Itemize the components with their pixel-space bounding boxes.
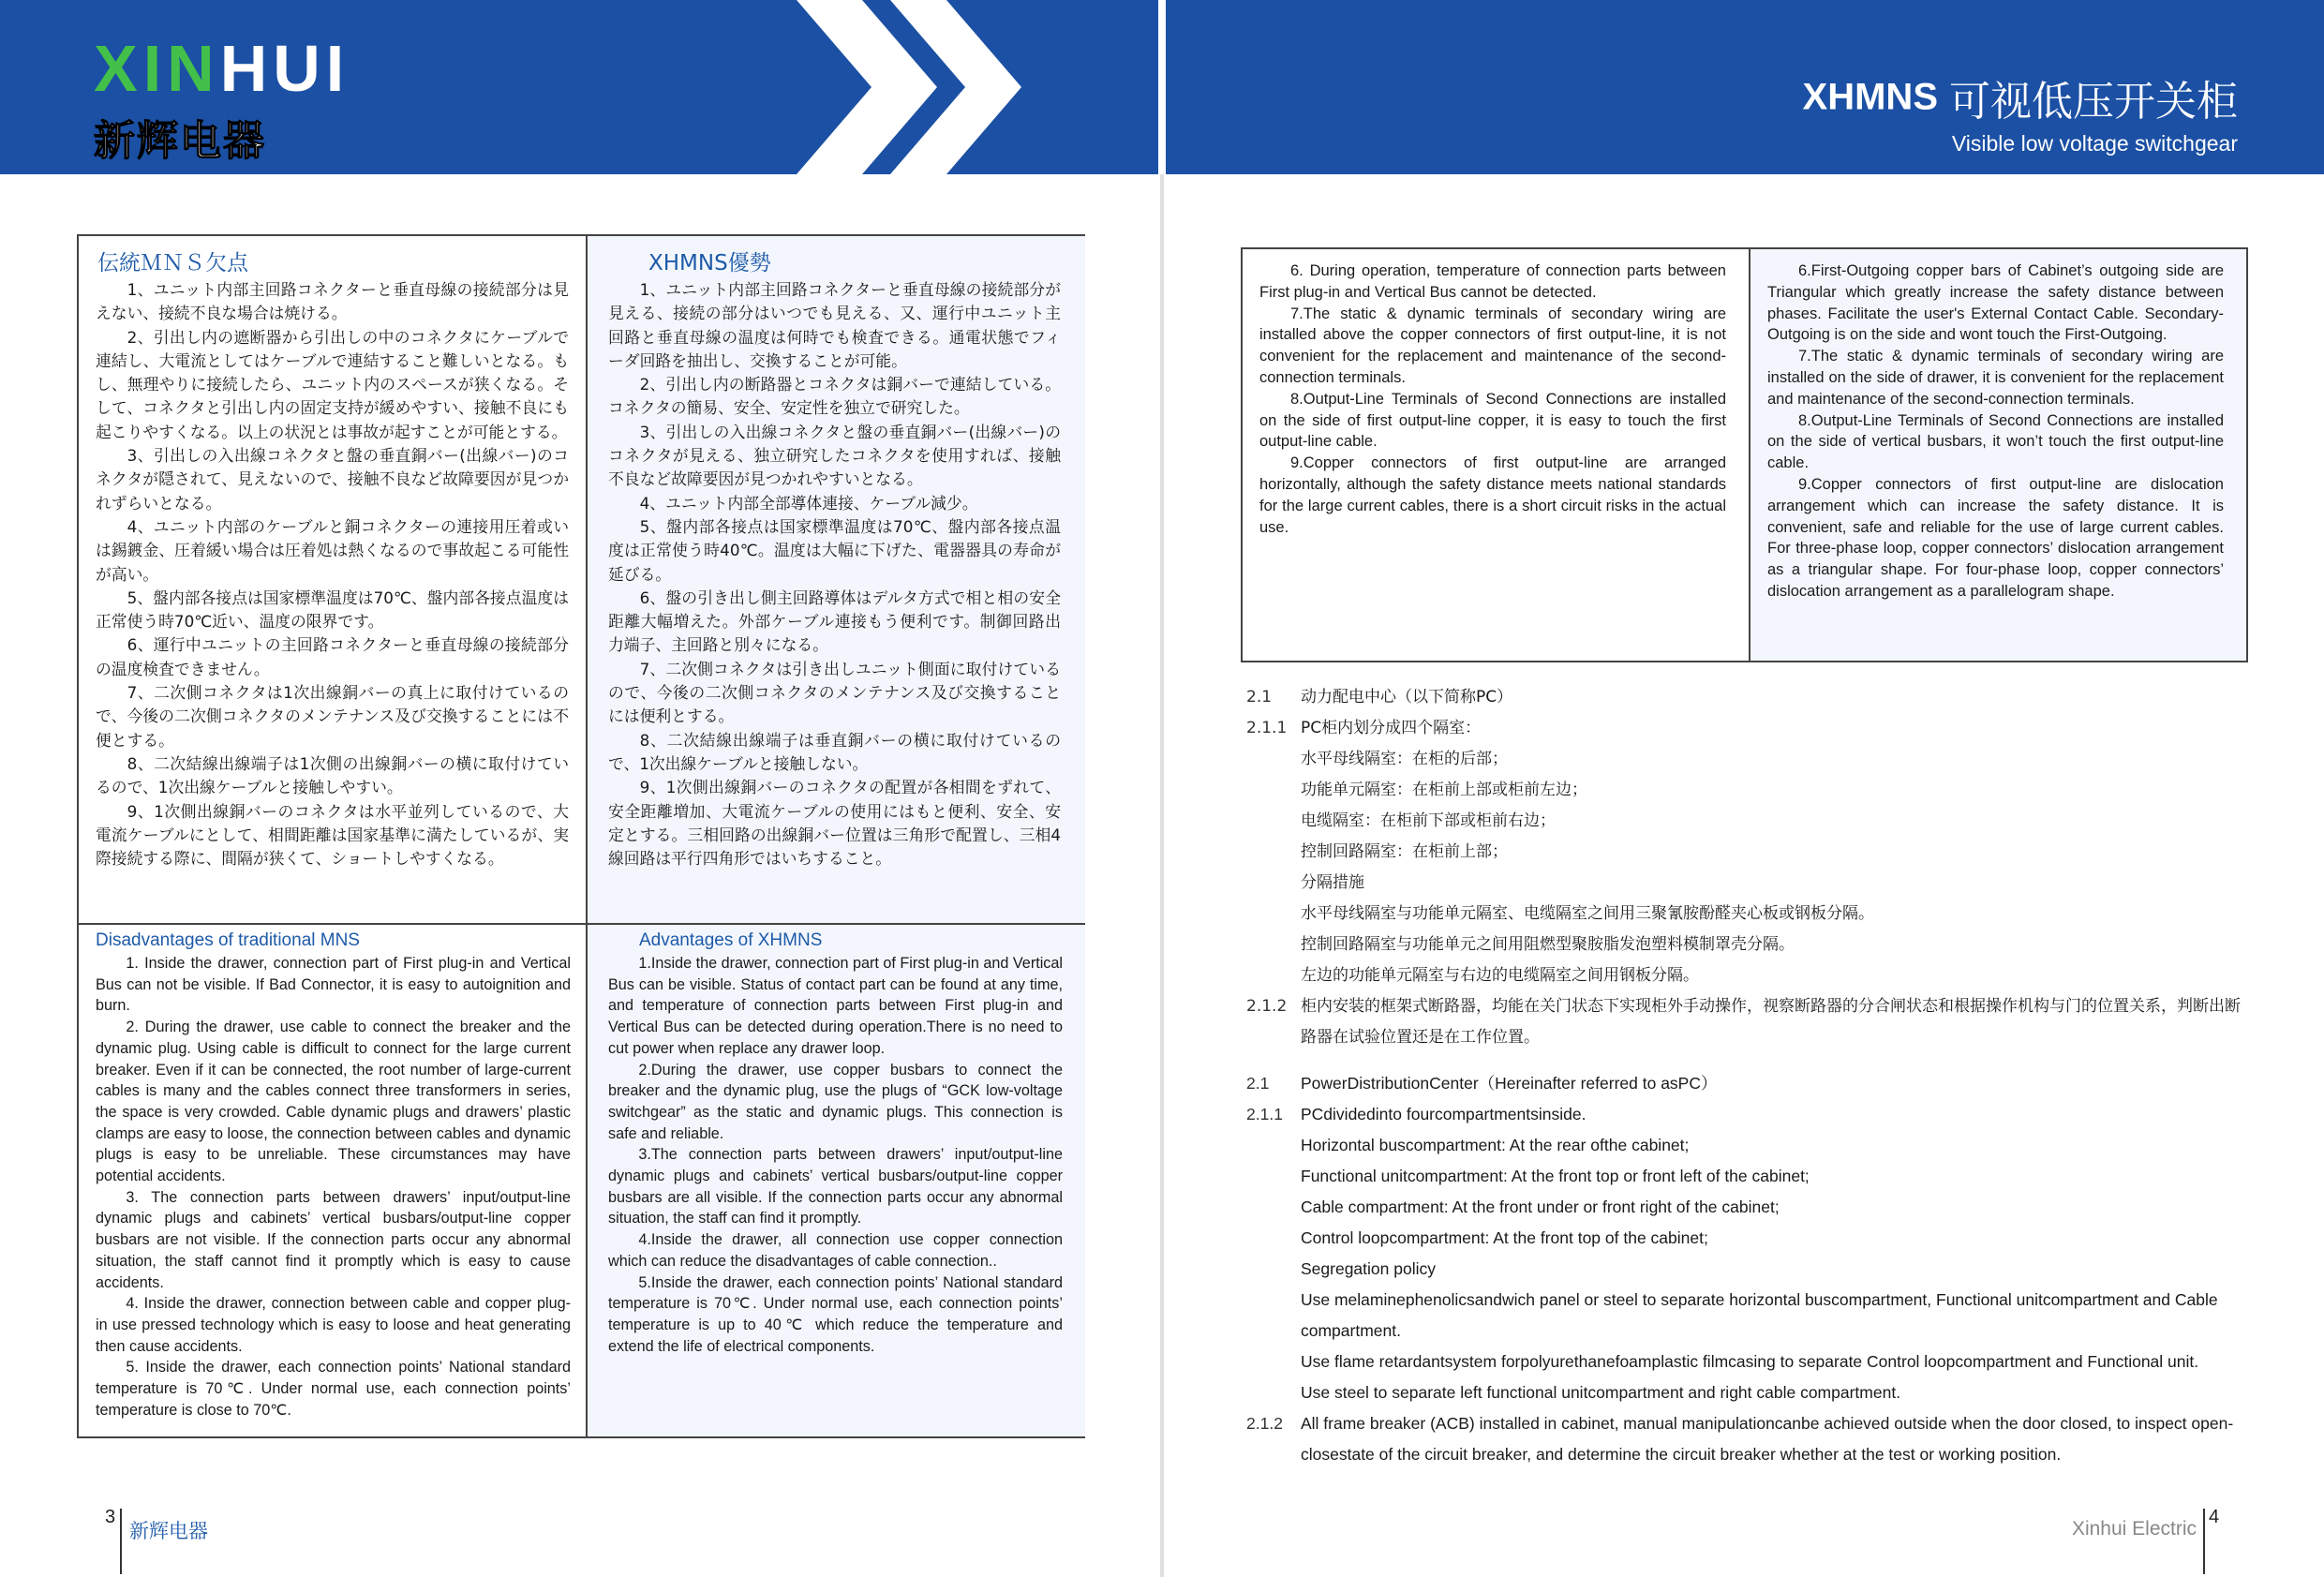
outline-text: PC柜内划分成四个隔室：: [1301, 719, 1482, 737]
outline-row: [1246, 868, 2249, 899]
ja-disadvantages-cell: [79, 236, 588, 925]
outline-number: [1246, 1130, 1301, 1161]
en-advantage-item: 5.Inside the drawer, each connection points’ National standard temperature is 70℃. Under normal use, each connection points’ temperature is up to 40℃ which reduce the temperature and extend the life of electrical components.: [608, 1273, 1063, 1355]
footer-divider-left: [120, 1509, 122, 1574]
outline-text: 动力配电中心（以下简称PC）: [1301, 688, 1513, 707]
outline-row: [1246, 899, 2249, 930]
outline-text: Control loopcompartment: At the front top of the cabinet;: [1301, 1228, 1708, 1247]
outline-text: Cable compartment: At the front under or front right of the cabinet;: [1301, 1198, 1780, 1216]
continued-advantage-item: 8.Output-Line Terminals of Second Connections are installed on the side of vertical busbars, it won’t touch the first output-line cable.: [1767, 411, 2224, 472]
ja-advantages-cell: [588, 236, 1085, 925]
page-spine: [1160, 174, 1164, 1577]
continued-disadvantages-list: [1243, 249, 1749, 538]
outline-number: [1246, 1346, 1301, 1377]
outline-number: [1246, 899, 1301, 930]
en-disadvantage-item: 4. Inside the drawer, connection between cable and copper plug-in use pressed technology which is easy to loose and heat generating then cause accidents.: [96, 1295, 571, 1355]
ja-disadvantage-item: 1、ユニット内部主回路コネクターと垂直母線の接続部分は見えない、接続不良な場合は焼ける。: [96, 280, 569, 323]
ja-advantage-item: 2、引出し内の断路器とコネクタは銅バーで連結している。コネクタの簡易、安全、安定性を独立で研究した。: [608, 375, 1061, 418]
product-title-en: Visible low voltage switchgear: [1951, 131, 2238, 156]
outline-row: [1246, 806, 2249, 837]
outline-row: [1246, 1408, 2249, 1470]
ja-disadvantage-item: 8、二次結線出線端子は1次側の出線銅バーの横に取付けているので、1次出線ケーブルと接触しやすい。: [96, 753, 569, 797]
outline-text: Use melaminephenolicsandwich panel or steel to separate horizontal buscompartment, Functional unitcompartment and Cable compartment.: [1301, 1290, 2218, 1340]
outline-number: 2.1: [1246, 688, 1273, 707]
outline-row: [1246, 1285, 2249, 1346]
ja-disadvantages-title: 伝統ＭＮＳ欠点: [97, 251, 248, 275]
outline-row: [1246, 1068, 2249, 1099]
en-disadvantage-item: 1. Inside the drawer, connection part of First plug-in and Vertical Bus can not be visible. If Bad Connector, it is easy to autoignition and burn.: [96, 955, 571, 1015]
product-brand: XHMNS: [1802, 76, 1938, 118]
outline-row: [1246, 991, 2249, 1053]
outline-number: [1246, 1161, 1301, 1192]
continued-advantages-cell: [1750, 249, 2246, 661]
ja-disadvantage-item: 4、ユニット内部のケーブルと銅コネクターの連接用圧着或いは錫鍍金、圧着緩い場合は圧着処は熱くなるので事故起こる可能性が高い。: [96, 516, 569, 584]
ja-advantage-item: 5、盤内部各接点は国家標準温度は70℃、盤内部各接点温度は正常使う時40℃。温度は大幅に下げた、電器器具の寿命が延びる。: [608, 516, 1061, 584]
outline-row: [1246, 960, 2249, 991]
en-advantage-item: 3.The connection parts between drawers’ input/output-line dynamic plugs and cabinets’ vertical busbars/output-line copper busbars are all visible. If the connection parts occur any abnormal situation, the staff can find it promptly.: [608, 1146, 1063, 1227]
outline-number: [1246, 1285, 1301, 1346]
ja-advantage-item: 7、二次側コネクタは引き出しユニット側面に取付けているので、今後の二次側コネクタのメンテナンス及び交換することには便利とする。: [608, 659, 1061, 726]
outline-row: [1246, 1192, 2249, 1223]
en-disadvantage-item: 5. Inside the drawer, each connection points’ National standard temperature is 70℃. Under normal use, each connection points’ temperature is close to 70℃.: [96, 1359, 571, 1419]
outline-number: [1246, 744, 1301, 775]
continued-disadvantage-item: 8.Output-Line Terminals of Second Connections are installed on the side of first output-line copper, it is easy to touch the first output-line cable.: [1259, 390, 1726, 451]
outline-number: [1246, 960, 1301, 991]
outline-number: 2.1.2: [1246, 997, 1288, 1016]
outline-number: [1246, 1377, 1301, 1408]
continued-disadvantage-item: 7.The static & dynamic terminals of secondary wiring are installed above the copper connectors of first output-line, it is not convenient for the replacement and maintenance of the second-connection terminals.: [1259, 305, 1726, 386]
outline-row: [1246, 930, 2249, 960]
outline-row: [1246, 1161, 2249, 1192]
footer-company-en: Xinhui Electric: [2071, 1518, 2197, 1540]
continued-disadvantages-cell: [1243, 249, 1750, 661]
en-disadvantages-list: [79, 953, 586, 1421]
outline-text: 控制回路隔室：在柜前上部；: [1301, 842, 1508, 861]
outline-text: Horizontal buscompartment: At the rear ofthe cabinet;: [1301, 1136, 1690, 1154]
outline-text: 电缆隔室：在柜前下部或柜前右边；: [1301, 811, 1556, 830]
outline-text: Use steel to separate left functional unitcompartment and right cable compartment.: [1301, 1383, 1901, 1402]
en-disadvantages-cell: [79, 925, 588, 1436]
ja-disadvantage-item: 6、運行中ユニットの主回路コネクターと垂直母線の接続部分の温度検査できません。: [96, 635, 569, 678]
ja-disadvantage-item: 2、引出し内の遮断器から引出しの中のコネクタにケーブルで連結し、大電流としてはケーブルで連結すること難しいとなる。もし、無理やりに接続したら、ユニット内のスペースが狭くなる。そして、コネクタと引出し内の固定支持が緩めやすい、接触不良にも起こりやすくなる。以上の状況とは事故が起すことが可能とする。: [96, 327, 569, 441]
page-number-left: 3: [105, 1507, 116, 1527]
outline-text: PowerDistributionCenter（Hereinafter referred to asPC）: [1301, 1074, 1718, 1093]
comparison-table-left: [77, 234, 1085, 1438]
ja-advantage-item: 9、1次側出線銅バーのコネクタの配置が各相間をずれて、安全距離増加、大電流ケーブルの使用にはもと便利、安全、安定とする。三相回路の出線銅バー位置は三角形で配置し、三相4線回路は平行四角形ではいちすること。: [608, 778, 1061, 869]
ja-disadvantage-item: 9、1次側出線銅バーのコネクタは水平並列しているので、大電流ケーブルにとして、相間距離は国家基準に満たしているが、実際接続する際に、間隔が狭くて、ショートしやすくなる。: [96, 801, 569, 869]
outline-number: [1246, 1254, 1301, 1285]
ja-advantage-item: 3、引出しの入出線コネクタと盤の垂直銅バー(出線バー)のコネクタが見える、独立研究したコネクタを使用すれば、接触不良など故障要因が見つかれやすいとなる。: [608, 422, 1061, 489]
outline-row: [1246, 744, 2249, 775]
outline-text: 水平母线隔室：在柜的后部；: [1301, 750, 1508, 768]
en-disadvantages-title: Disadvantages of traditional MNS: [96, 930, 360, 950]
outline-text: All frame breaker (ACB) installed in cabinet, manual manipulationcanbe achieved outside when the door closed, to inspect open-closestate of the circuit breaker, and determine the circuit breaker whether at the test or working position.: [1301, 1414, 2234, 1464]
logo-latin-hui: HUI: [219, 32, 350, 105]
outline-number: [1246, 1192, 1301, 1223]
outline-row: [1246, 1130, 2249, 1161]
pc-outline-chinese: [1246, 682, 2249, 1053]
outline-text: 分隔措施: [1301, 873, 1364, 892]
ja-advantage-item: 6、盤の引き出し側主回路導体はデルタ方式で相と相の安全距離大幅増えた。外部ケーブル連接もう便利です。制御回路出力端子、主回路と別々になる。: [608, 588, 1061, 655]
ja-disadvantage-item: 7、二次側コネクタは1次出線銅バーの真上に取付けているので、今後の二次側コネクタのメンテナンス及び交換することには不便とする。: [96, 683, 569, 750]
ja-disadvantage-item: 3、引出しの入出線コネクタと盤の垂直銅バー(出線バー)のコネクタが隠されて、見えないので、接触不良など故障要因が見つかれずらいとなる。: [96, 446, 569, 513]
en-advantages-title: Advantages of XHMNS: [639, 930, 823, 950]
ja-advantages-list: [588, 278, 1085, 870]
ja-advantages-title: XHMNS優勢: [648, 251, 771, 275]
outline-number: [1246, 868, 1301, 899]
outline-text: Segregation policy: [1301, 1259, 1436, 1278]
logo-latin-xin: XIN: [94, 32, 220, 105]
ja-advantage-item: 4、ユニット内部全部導体連接、ケーブル減少。: [639, 493, 978, 513]
outline-text: 控制回路隔室与功能单元之间用阻燃型聚胺脂发泡塑料模制罩壳分隔。: [1301, 935, 1795, 954]
footer-divider-right: [2203, 1509, 2205, 1574]
outline-number: [1246, 930, 1301, 960]
continued-disadvantage-item: 6. During operation, temperature of connection parts between First plug-in and Vertical Bus cannot be detected.: [1259, 262, 1726, 301]
outline-row: [1246, 713, 2249, 744]
outline-text: 水平母线隔室与功能单元隔室、电缆隔室之间用三聚氰胺酚醛夹心板或钢板分隔。: [1301, 904, 1874, 923]
outline-row: [1246, 1254, 2249, 1285]
ja-disadvantage-item: 5、盤内部各接点は国家標準温度は70℃、盤内部各接点温度は正常使う時70℃近い、温度の限界です。: [96, 588, 569, 632]
outline-row: [1246, 1377, 2249, 1408]
outline-number: 2.1.1: [1246, 1105, 1283, 1123]
footer-company-cn: 新辉电器: [129, 1520, 208, 1542]
outline-row: [1246, 1223, 2249, 1254]
product-title-block: [1803, 67, 2238, 156]
ja-disadvantages-list: [79, 278, 586, 870]
logo-latin: [94, 32, 350, 105]
outline-number: 2.1.2: [1246, 1414, 1283, 1433]
outline-number: 2.1: [1246, 1074, 1270, 1093]
outline-text: PCdividedinto fourcompartmentsinside.: [1301, 1105, 1587, 1123]
en-disadvantage-item: 3. The connection parts between drawers’ input/output-line dynamic plugs and cabinets’ vertical busbars/output-line copper busbars are not visible. If the connection parts occur any abnormal situation, the staff cannot find it promptly which is easy to cause accidents.: [96, 1188, 571, 1291]
ja-advantage-item: 8、二次結線出線端子は垂直銅バーの横に取付けているので、1次出線ケーブルと接触しない。: [608, 730, 1061, 773]
outline-text: 柜内安装的框架式断路器，均能在关门状态下实现柜外手动操作，视察断路器的分合闸状态和根据操作机构与门的位置关系，判断出断路器在试验位置还是在工作位置。: [1301, 997, 2241, 1047]
en-advantage-item: 1.Inside the drawer, connection part of First plug-in and Vertical Bus can be visible. Status of contact part can be found at any time, and temperature of connection parts between First plug-in and Vertical Bus can be detected during operation.There is no need to cut power when replace any drawer loop.: [608, 955, 1063, 1057]
product-title-cn: 可视低压开关柜: [1949, 78, 2238, 126]
continued-advantage-item: 7.The static & dynamic terminals of secondary wiring are installed on the side of drawer, it is convenient for the replacement and maintenance of the second-connection terminals.: [1767, 348, 2224, 408]
page-number-right: 4: [2209, 1507, 2220, 1527]
continued-disadvantage-item: 9.Copper connectors of first output-line are arranged horizontally, although the safety distance meets national standards for the large current cables, there is a short circuit risks in the actual use.: [1259, 454, 1726, 536]
ja-advantage-item: 1、ユニット内部主回路コネクターと垂直母線の接続部分が見える、接続の部分はいつでも見える、又、運行中ユニット主回路と垂直母線の温度は何時でも検査できる。通電状態でフィーダ回路を抽出し、交換することが可能。: [608, 280, 1061, 370]
continued-advantage-item: 6.First-Outgoing copper bars of Cabinet’s outgoing side are Triangular which greatly increase the safety distance between phases. Facilitate the user's External Contact Cable. Secondary-Outgoing is on the side and wont touch the First-Outgoing.: [1767, 262, 2224, 344]
outline-row: [1246, 682, 2249, 713]
outline-text: Use flame retardantsystem forpolyurethanefoamplastic filmcasing to separate Control loopcompartment and Functional unit.: [1301, 1352, 2199, 1371]
outline-text: 功能单元隔室：在柜前上部或柜前左边；: [1301, 781, 1587, 799]
company-logo: [94, 32, 350, 167]
outline-row: [1246, 775, 2249, 806]
chevron-arrows-icon: [778, 0, 1059, 174]
outline-text: Functional unitcompartment: At the front top or front left of the cabinet;: [1301, 1167, 1810, 1185]
pc-outline-english: [1246, 1068, 2249, 1470]
en-advantages-cell: [588, 925, 1085, 1436]
en-advantages-list: [588, 953, 1085, 1357]
continued-advantage-item: 9.Copper connectors of first output-line are dislocation arrangement which can increase the safety distance. It is convenient, safe and reliable for the use of large current cables. For three-phase loop, copper connectors’ dislocation arrangement as a triangular shape. For four-phase loop, copper connectors’ dislocation arrangement as a parallelogram shape.: [1767, 475, 2224, 600]
outline-number: [1246, 837, 1301, 868]
outline-number: [1246, 1223, 1301, 1254]
outline-number: [1246, 806, 1301, 837]
continued-advantages-list: [1750, 249, 2246, 603]
outline-number: 2.1.1: [1246, 719, 1288, 737]
comparison-table-right: [1241, 247, 2248, 662]
en-disadvantage-item: 2. During the drawer, use cable to connect the breaker and the dynamic plug. Using cable is difficult to connect for the large current breaker. Even if it can be connected, the root number of large-current cables is many and the cables connect three transformers in series, the space is very crowded. Cable dynamic plugs and drawers’ plastic clamps are easy to loose, the connection between cables and dynamic plugs is easy to be unreliable. These circumstances may have potential accidents.: [96, 1019, 571, 1185]
outline-row: [1246, 1346, 2249, 1377]
outline-text: 左边的功能单元隔室与右边的电缆隔室之间用钢板分隔。: [1301, 966, 1699, 985]
logo-chinese: 新辉电器: [94, 117, 266, 165]
outline-number: [1246, 775, 1301, 806]
outline-row: [1246, 837, 2249, 868]
en-advantage-item: 2.During the drawer, use copper busbars to connect the breaker and the dynamic plug, use the plugs of “GCK low-voltage switchgear” as the static and dynamic plugs. This connection is safe and reliable.: [608, 1061, 1063, 1142]
en-advantage-item: 4.Inside the drawer, all connection use copper connection which can reduce the disadvantages of cable connection..: [608, 1231, 1063, 1270]
outline-row: [1246, 1099, 2249, 1130]
